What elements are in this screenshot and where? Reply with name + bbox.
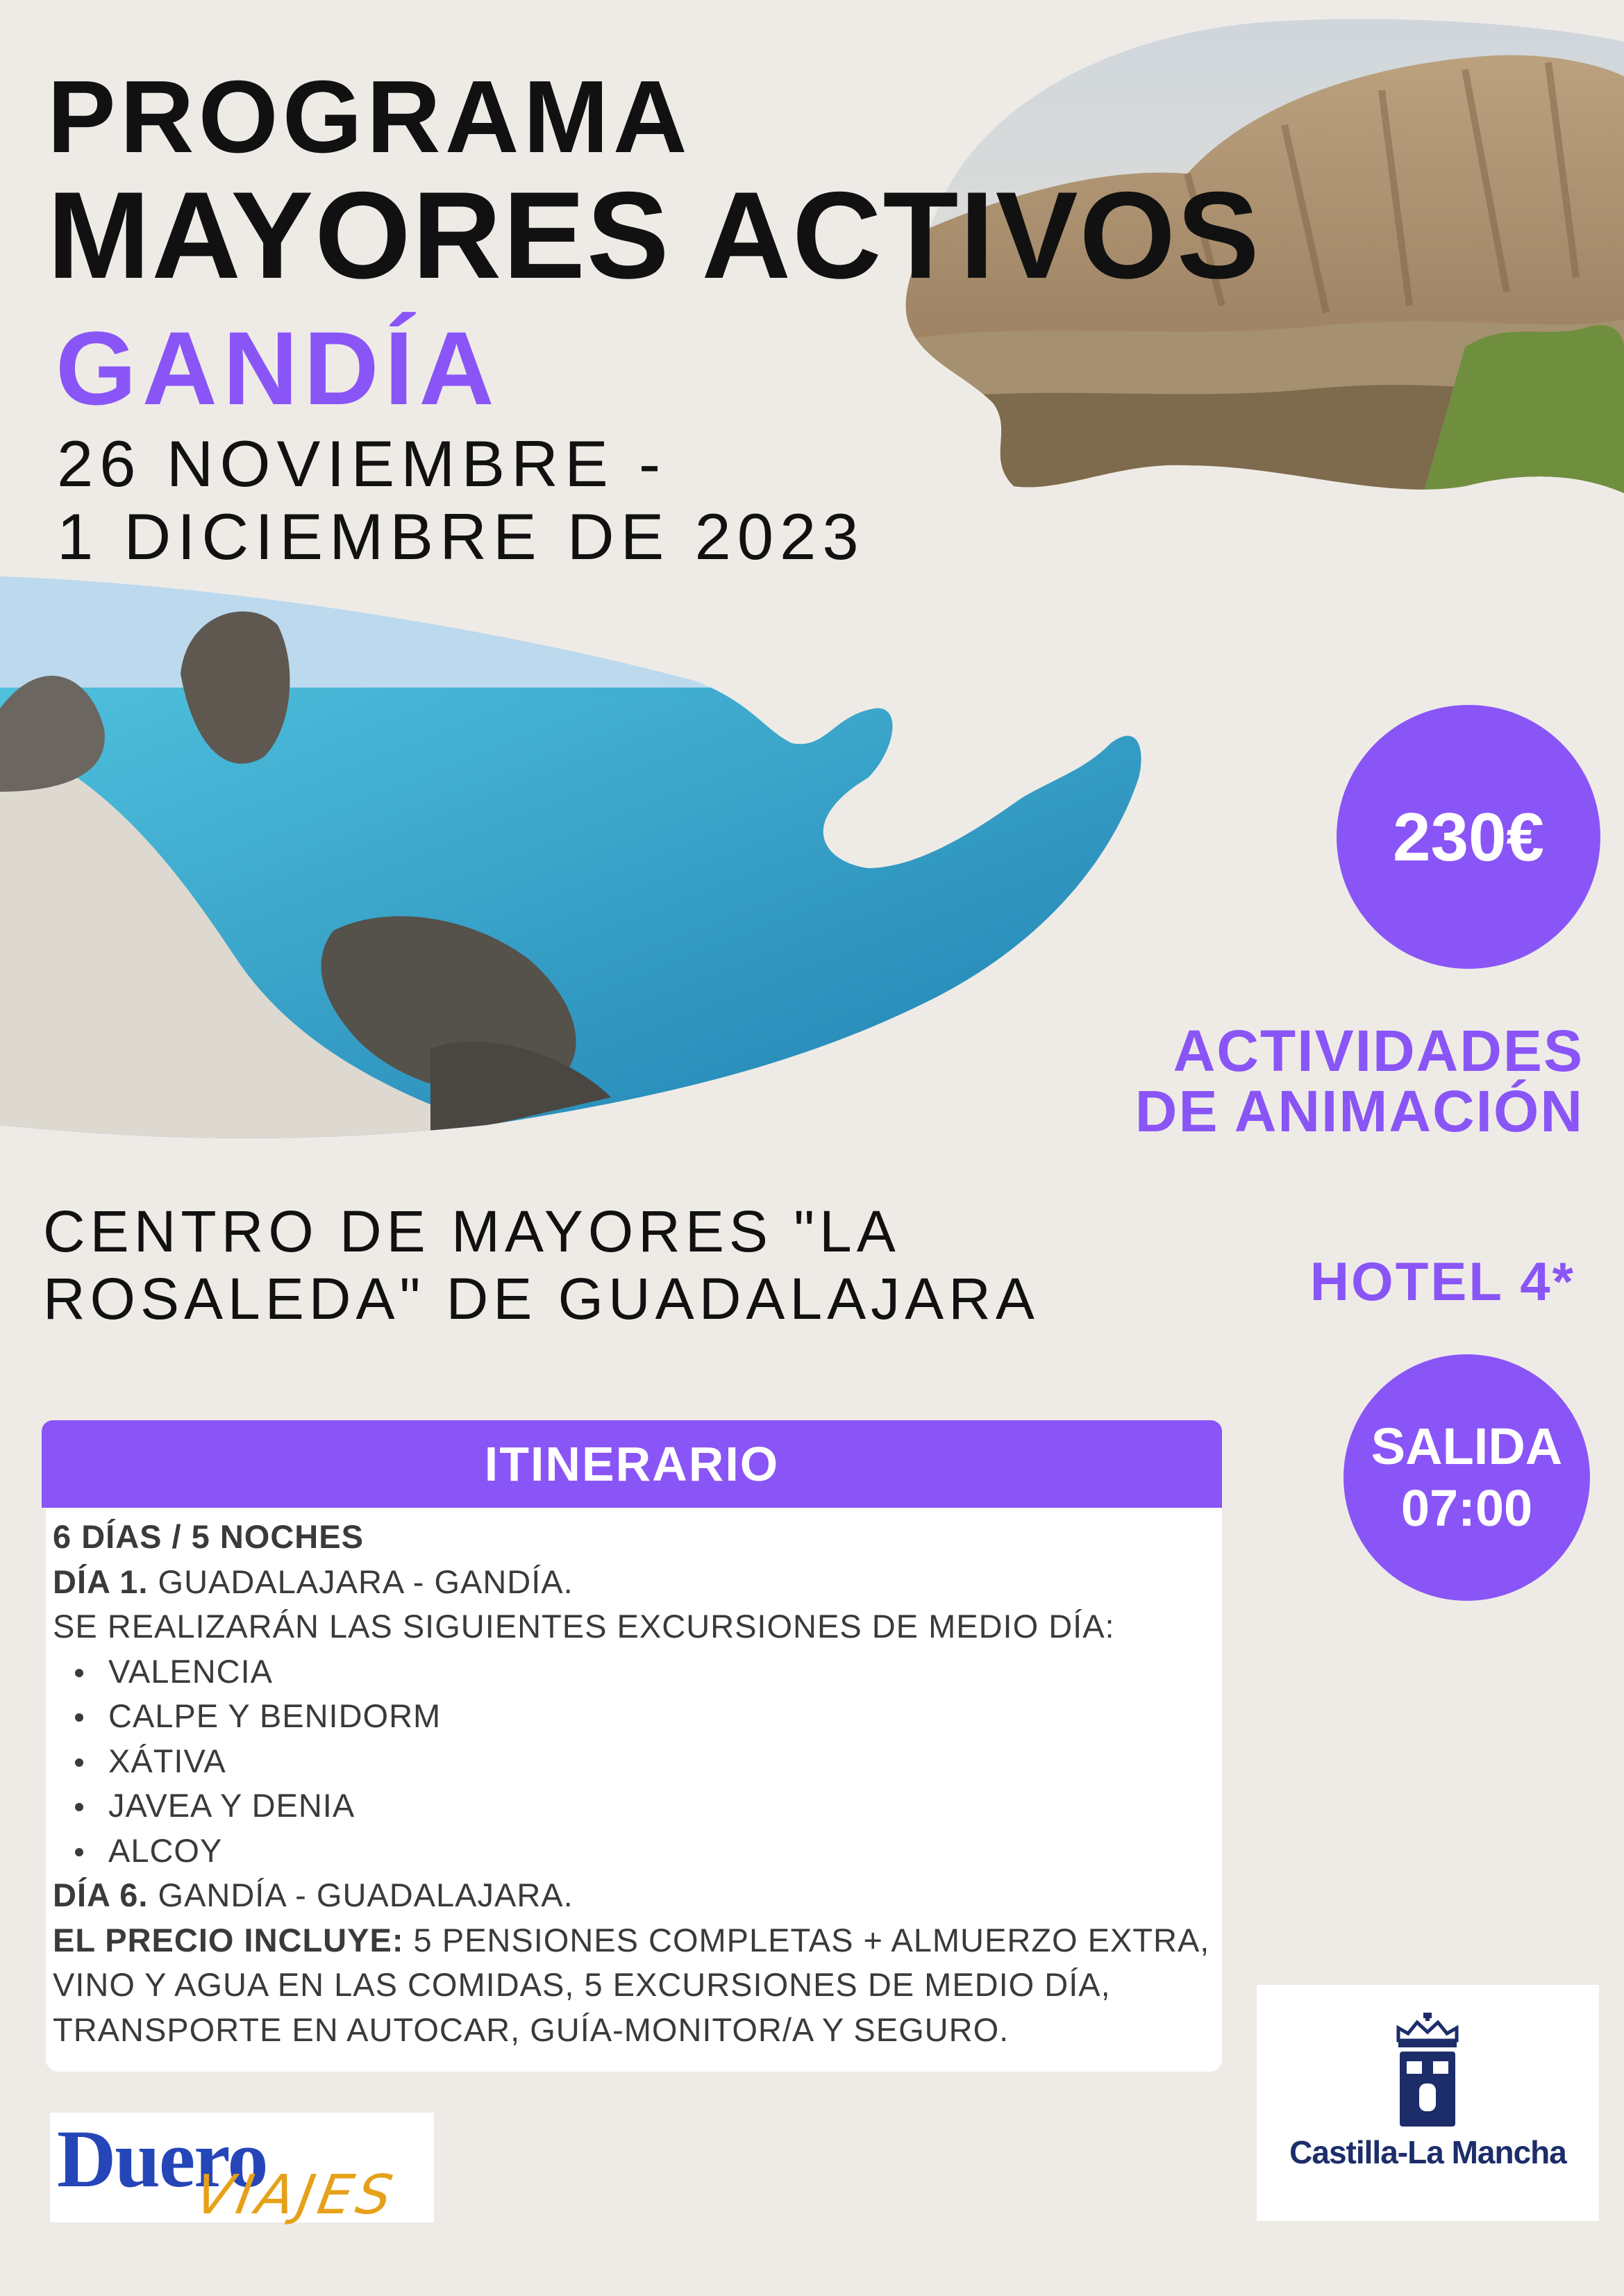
date-start: 26 NOVIEMBRE - [57,427,667,500]
hotel-category: HOTEL 4* [1309,1251,1575,1312]
activities-line2: DE ANIMACIÓN [1135,1079,1584,1145]
itinerary-day1: DÍA 1. GUADALAJARA - GANDÍA. [53,1563,574,1600]
price-badge [1337,705,1600,969]
list-item: VALENCIA [53,1649,1212,1695]
departure-label: SALIDA [1371,1417,1563,1475]
itinerary-header: ITINERARIO [42,1420,1222,1508]
castle-crown-emblem-icon [1393,2013,1462,2129]
price-value: 230€ [1392,798,1544,875]
itinerary-duration: 6 DÍAS / 5 NOCHES [53,1518,364,1555]
program-title: MAYORES ACTIVOS [47,166,1261,304]
departure-badge [1343,1354,1590,1601]
list-item: ALCOY [53,1829,1212,1874]
venue-line1: CENTRO DE MAYORES "LA [43,1199,901,1264]
destination-city: GANDÍA [56,310,500,426]
itinerary-day6: DÍA 6. GANDÍA - GUADALAJARA. [53,1877,574,1913]
list-item: XÁTIVA [53,1739,1212,1784]
departure-time: 07:00 [1400,1479,1533,1537]
excursions-list [53,1649,1212,1874]
venue-line2: ROSALEDA" DE GUADALAJARA [43,1265,1039,1331]
price-includes: EL PRECIO INCLUYE: 5 PENSIONES COMPLETAS + ALMUERZO EXTRA, VINO Y AGUA EN LAS COMIDAS, 5 EXCURSIONES DE MEDIO DÍA, TRANSPORTE EN AUTOCAR, GUÍA-MONITOR/A Y SEGURO. [53,1921,1210,2048]
activities-label [1056,1018,1584,1145]
activities-line1: ACTIVIDADES [1173,1018,1584,1083]
date-end: 1 DICIEMBRE DE 2023 [57,500,865,574]
beach-coast-image [0,569,1153,1139]
logo-wordmark: Duero [57,2113,267,2204]
duero-viajes-logo [50,2113,434,2227]
list-item: CALPE Y BENIDORM [53,1694,1212,1739]
trip-dates [57,427,865,574]
excursions-intro: SE REALIZARÁN LAS SIGUIENTES EXCURSIONES DE MEDIO DÍA: [53,1608,1115,1645]
logo-subtitle: VIAJES [190,2164,401,2227]
itinerary-details [46,1508,1222,2072]
castilla-la-mancha-logo [1257,1985,1599,2221]
program-label: PROGRAMA [47,60,692,174]
list-item: JAVEA Y DENIA [53,1783,1212,1829]
venue-name [43,1198,1258,1332]
region-name: Castilla-La Mancha [1289,2134,1566,2170]
